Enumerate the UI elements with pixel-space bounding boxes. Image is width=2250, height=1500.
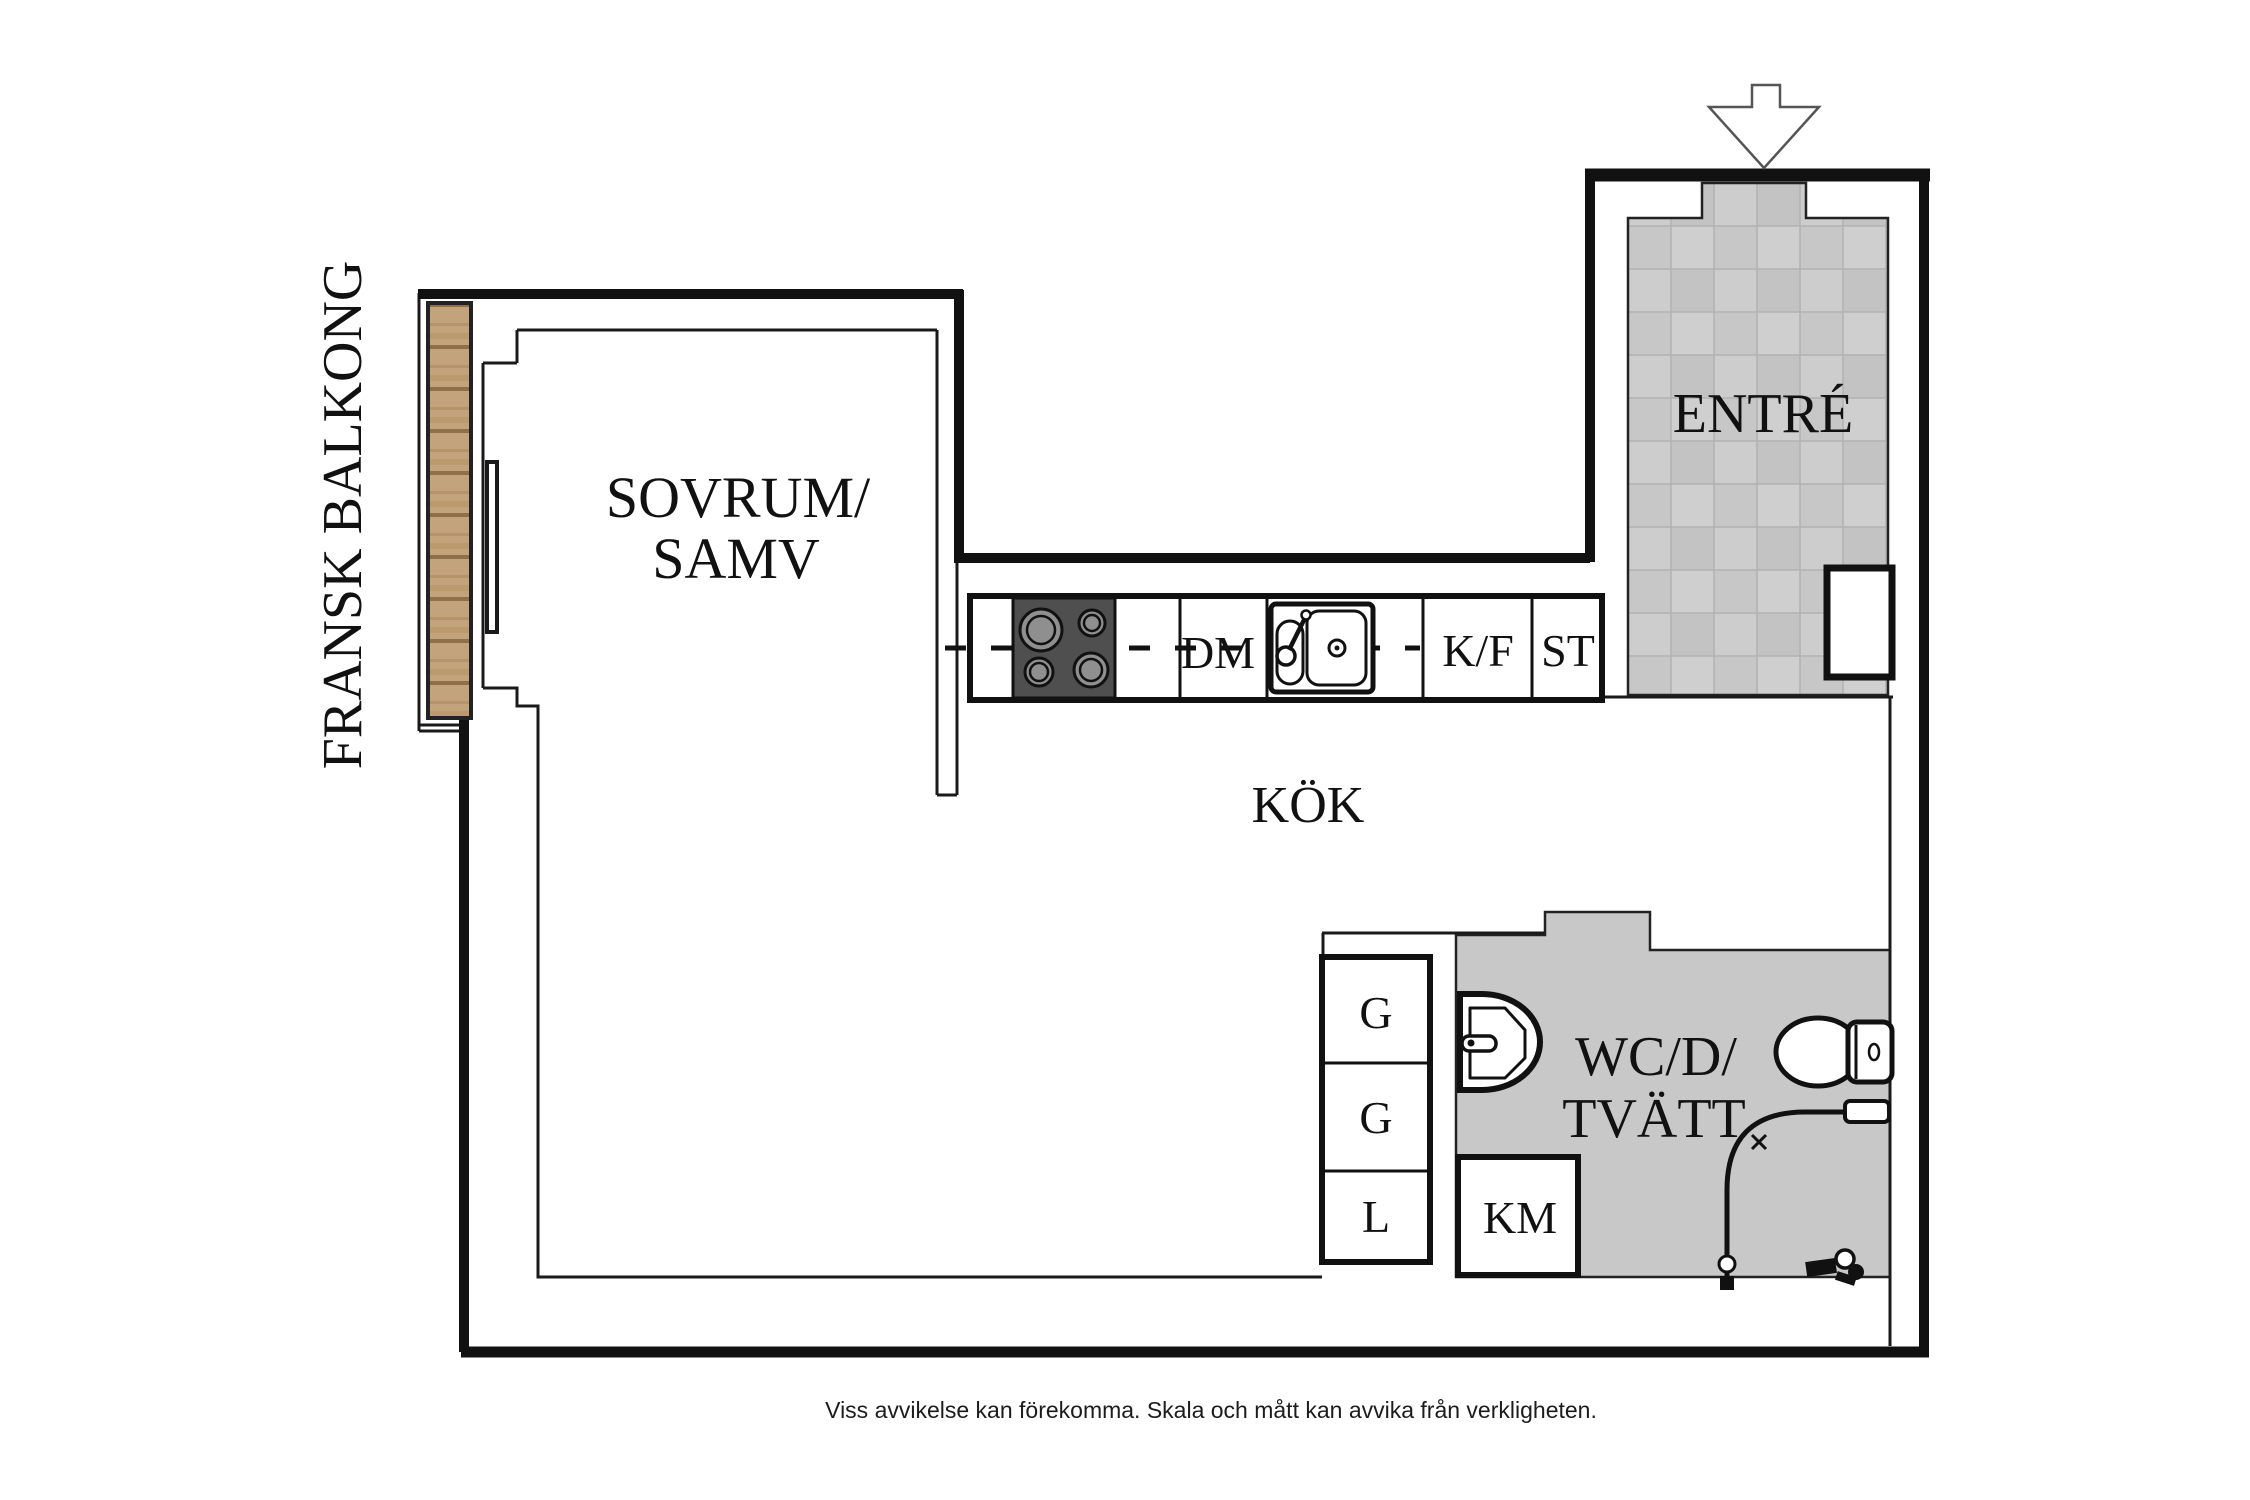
washing-machine-label: KM xyxy=(1482,1192,1558,1243)
disclaimer-text: Viss avvikelse kan förekomma. Skala och mått kan avvika från verkligheten. xyxy=(825,1397,1597,1423)
stove-label: ST xyxy=(1541,625,1595,676)
bathroom-label-line1: WC/D/ xyxy=(1575,1026,1737,1088)
linen-cabinet-label: L xyxy=(1361,1191,1391,1242)
sink-icon xyxy=(1271,604,1373,692)
cabinet1-label: G xyxy=(1359,987,1393,1038)
cabinet2-label: G xyxy=(1359,1092,1393,1143)
balcony-label: FRANSK BALKONG xyxy=(312,260,374,770)
fridge-freezer-label: K/F xyxy=(1442,625,1514,676)
kitchen-label: KÖK xyxy=(1251,777,1365,834)
bedroom-label-line2: SAMV xyxy=(652,526,820,591)
balcony-wood-sill xyxy=(428,303,471,718)
entry-label: ENTRÉ xyxy=(1672,383,1854,445)
bedroom-label-line1: SOVRUM/ xyxy=(605,465,871,530)
dishwasher-label: DM xyxy=(1180,627,1256,678)
entry-wardrobe xyxy=(1827,568,1892,677)
toilet-icon xyxy=(1776,1018,1892,1086)
stove-icon xyxy=(1013,598,1115,698)
bathroom-label-line2: TVÄTT xyxy=(1562,1088,1746,1150)
entrance-arrow-icon xyxy=(1709,85,1819,168)
